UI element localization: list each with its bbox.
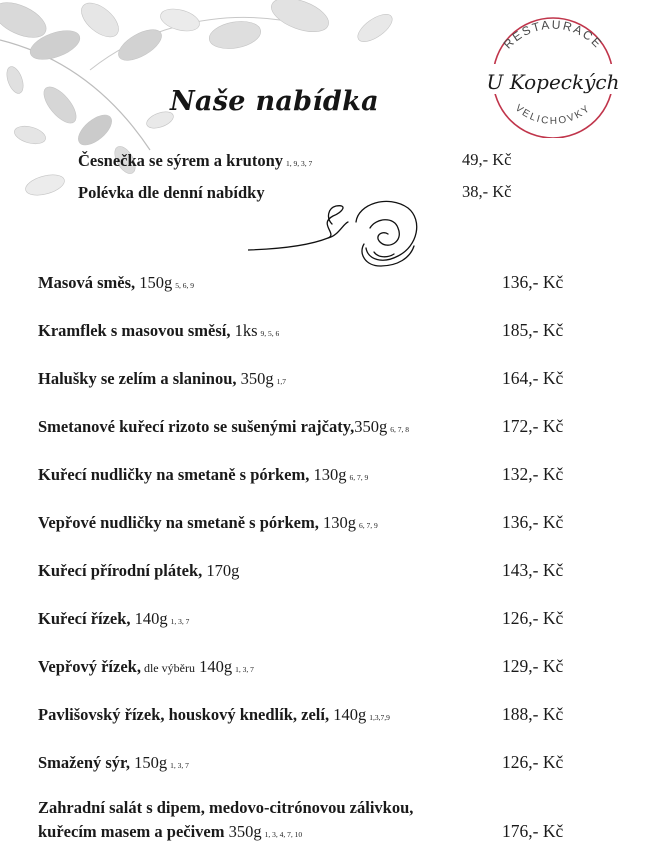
menu-item [38,513,378,533]
dish-price: 136,- Kč [502,272,564,292]
dish-name-line1: Zahradní salát s dipem, medovo-citrónovou zálivkou, [38,798,414,817]
menu-item-salad [38,798,413,818]
dish-weight: 130g [318,513,356,532]
soup-name: Česnečka se sýrem a krutony [78,151,284,170]
dish-weight: 150g [129,753,168,772]
dish-name-line2: kuřecím masem a pečivem [38,822,225,841]
dish-price: 136,- Kč [502,512,564,532]
dish-price: 132,- Kč [502,464,564,484]
menu-item [38,657,254,677]
menu-item [38,465,368,485]
dish-weight: 150g [135,273,173,292]
dish-weight: 140g [329,705,367,724]
dish-weight: 350g [224,822,262,841]
dish-allergens: 6, 7, 9 [358,521,378,530]
restaurant-logo [478,8,628,138]
dish-weight: 130g [309,465,347,484]
dish-price: 126,- Kč [502,752,564,772]
dish-weight: 350g [236,369,274,388]
soup-item [78,151,312,171]
dish-name: Vepřový řízek, [38,657,141,676]
dish-name: Smetanové kuřecí rizoto se sušenými rajčaty, [38,417,355,436]
dish-price: 143,- Kč [502,560,564,580]
dish-name: Kuřecí přírodní plátek, [38,561,203,580]
dish-allergens: 1, 3, 7 [235,665,254,674]
menu-item [38,609,189,629]
dish-price: 164,- Kč [502,368,564,388]
dish-allergens: 1, 3, 7 [170,761,189,770]
menu-item [38,561,239,581]
dish-allergens: 5, 6, 9 [175,281,195,290]
logo-bottom-arc-text: VELICHOVKY [512,102,594,128]
dish-allergens: 1, 3, 7 [170,617,190,626]
dish-price: 129,- Kč [502,656,564,676]
dish-price: 176,- Kč [502,821,564,841]
dish-price: 188,- Kč [502,704,564,724]
dish-weight: 140g [194,657,233,676]
svg-text:RESTAURACE [501,18,606,52]
menu-item [38,753,189,773]
soup-name: Polévka dle denní nabídky [78,183,265,202]
dish-note: dle výběru [140,661,195,675]
logo-top-arc-text: RESTAURACE [500,17,606,52]
dish-weight: 1ks [230,321,258,340]
soup-item [78,183,265,203]
dish-allergens: 6, 7, 8 [390,425,409,434]
menu-item [38,321,279,341]
dish-name: Vepřové nudličky na smetaně s pórkem, [38,513,319,532]
dish-allergens: 9, 5, 6 [260,329,280,338]
soup-price: 38,- Kč [462,182,512,201]
line-art-flower-decoration [248,194,428,276]
dish-weight: 350g [354,417,388,436]
dish-price: 126,- Kč [502,608,564,628]
menu-item [38,273,194,293]
soup-price: 49,- Kč [462,150,512,169]
dish-allergens: 6, 7, 9 [349,473,369,482]
menu-item [38,417,409,437]
dish-name: Kuřecí nudličky na smetaně s pórkem, [38,465,310,484]
dish-name: Kramflek s masovou směsí, [38,321,231,340]
dish-name: Pavlišovský řízek, houskový knedlík, zelí, [38,705,330,724]
dish-name: Kuřecí řízek, [38,609,131,628]
dish-price: 172,- Kč [502,416,564,436]
dish-allergens: 1,3,7,9 [369,713,390,722]
menu-item-salad-line2 [38,822,302,842]
dish-name: Masová směs, [38,273,136,292]
logo-name: U Kopeckých [486,70,620,94]
dish-allergens: 1, 3, 4, 7, 10 [264,830,303,839]
menu-item [38,369,286,389]
dish-weight: 170g [202,561,240,580]
dish-weight: 140g [130,609,168,628]
dish-price: 185,- Kč [502,320,564,340]
menu-heading: Naše nabídka [170,86,379,117]
soup-allergens: 1, 9, 3, 7 [286,159,313,168]
menu-item [38,705,390,725]
svg-text:VELICHOVKY [513,103,593,127]
dish-name: Smažený sýr, [38,753,130,772]
dish-name: Halušky se zelím a slaninou, [38,369,237,388]
dish-allergens: 1,7 [276,377,286,386]
